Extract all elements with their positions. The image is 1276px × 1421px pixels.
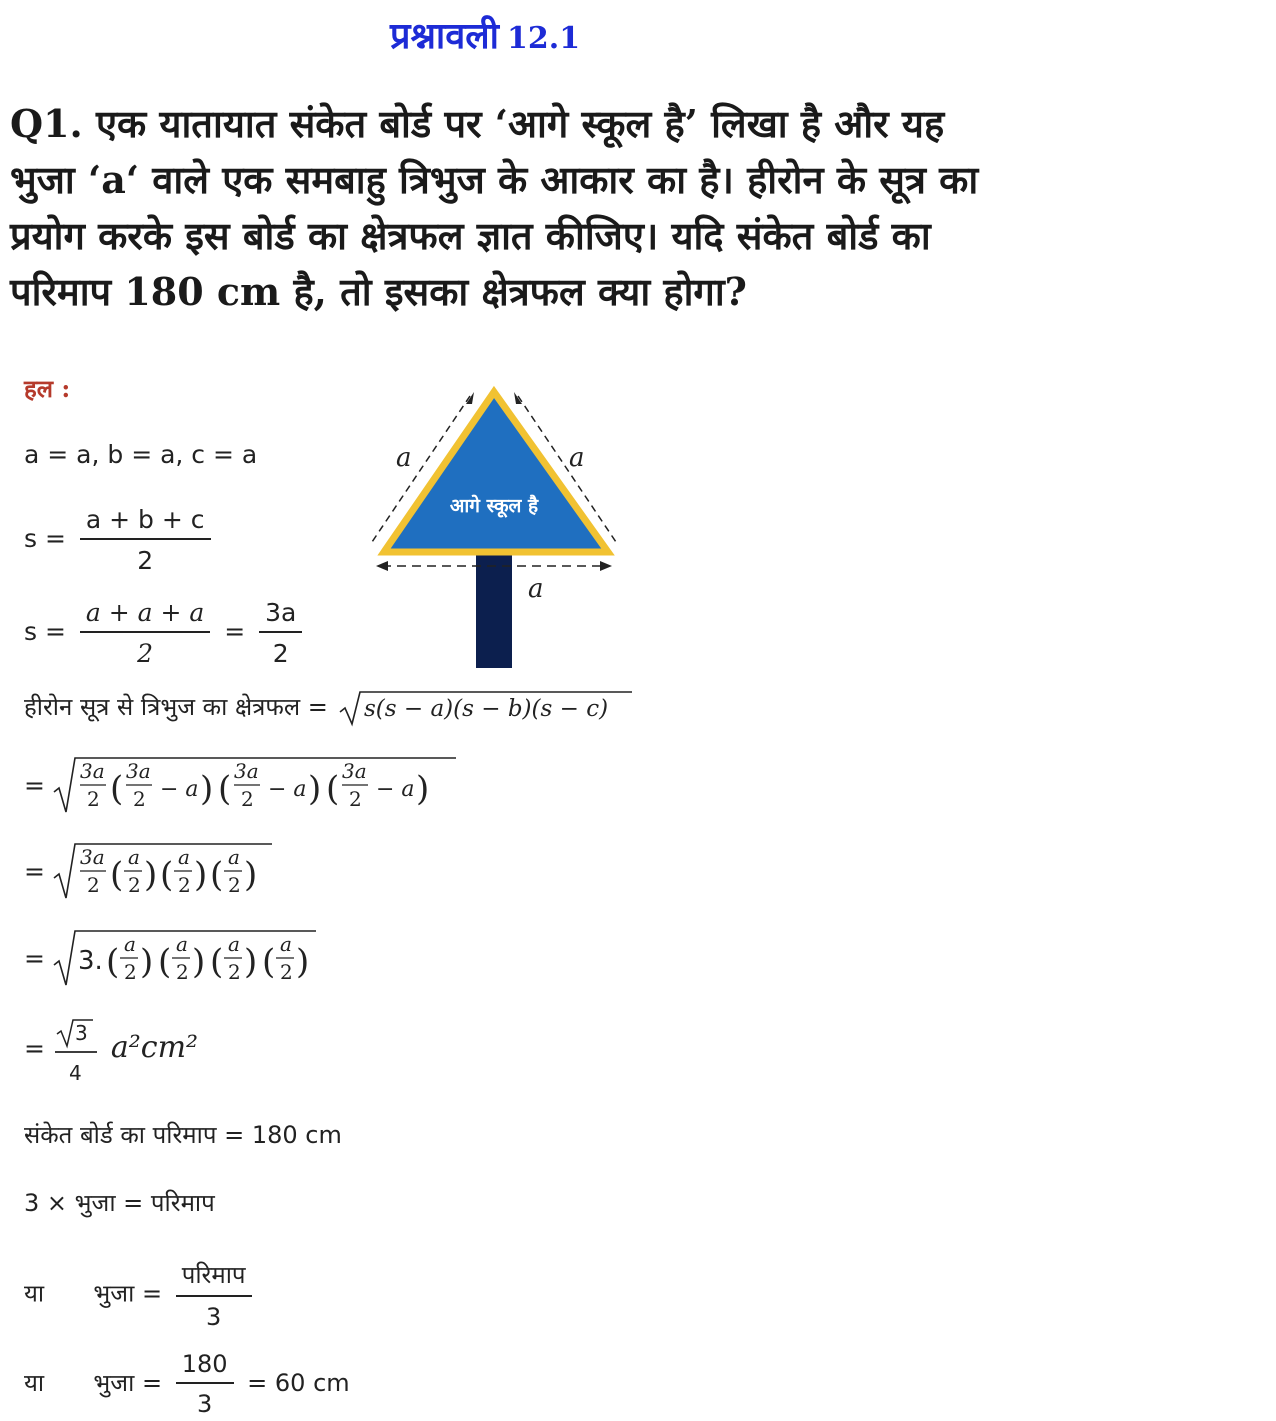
svg-text:a: a [228,932,240,956]
side-formula [24,1258,258,1331]
bottom-arrow-left [376,561,388,571]
svg-text:a: a [178,845,190,869]
perimeter-fraction [176,1258,252,1331]
solution-label: हल : [24,374,71,403]
svg-text:(: ( [218,769,232,809]
svg-text:2: 2 [128,873,141,897]
heron-formula-line [24,688,636,728]
area-value: a²cm² [110,1030,199,1065]
svg-text:): ) [200,769,214,809]
right-arrow-top [514,392,522,404]
svg-text:4: 4 [68,1061,82,1084]
s-lhs: s = [24,524,66,553]
heron-step-1 [20,752,470,816]
area-result [24,1016,198,1084]
svg-text:): ) [194,855,208,895]
s-numerator: a + b + c [80,505,211,540]
svg-text:(: ( [326,769,340,809]
s2-result-numerator: 3a [259,598,302,633]
svg-text:): ) [308,769,322,809]
svg-text:(: ( [160,855,174,895]
svg-text:(: ( [158,942,172,982]
root3-over-4 [53,1016,103,1084]
s2-numerator: a + a + a [80,598,210,633]
svg-text:2: 2 [228,960,241,984]
sign-post [476,555,512,668]
svg-text:3: 3 [74,1021,88,1045]
svg-text:): ) [192,942,206,982]
ya-word-2: या [24,1369,45,1397]
svg-text:− a: − a [268,777,307,802]
side-value [24,1350,350,1418]
svg-text:(: ( [262,942,276,982]
heron-step-3 [20,925,340,989]
heron-step-2 [20,838,300,902]
svg-text:=: = [24,944,45,973]
svg-text:a: a [124,932,136,956]
svg-text:a: a [176,932,188,956]
s-fraction [80,505,211,575]
equals-sign: = [224,617,246,646]
s-denominator: 2 [137,546,154,575]
svg-text:3.: 3. [78,946,103,976]
svg-text:3a: 3a [80,845,105,869]
svg-text:− a: − a [160,777,199,802]
svg-text:2: 2 [87,787,100,811]
svg-text:3a: 3a [126,759,151,783]
side-relation: 3 × भुजा = परिमाप [24,1189,215,1217]
svg-text:3a: 3a [80,759,105,783]
exercise-title [390,6,630,66]
bottom-arrow-right [600,561,612,571]
svg-text:2: 2 [176,960,189,984]
svg-text:(: ( [110,855,124,895]
value-denominator: 3 [196,1390,213,1418]
bhuja-eq: भुजा = [93,1279,163,1308]
bhuja-eq-2: भुजा = [93,1369,163,1397]
perimeter-line: संकेत बोर्ड का परिमाप = 180 cm [24,1121,342,1149]
svg-text:2: 2 [280,960,293,984]
svg-text:(: ( [210,855,224,895]
s2-denominator: 2 [137,639,154,668]
perimeter-denominator: 3 [206,1303,222,1331]
s2-fraction [80,598,210,668]
svg-text:3a: 3a [234,759,259,783]
side-label-bottom: a [528,574,544,604]
svg-text:2: 2 [133,787,146,811]
svg-text:): ) [244,942,258,982]
svg-text:): ) [140,942,154,982]
svg-text:=: = [24,771,45,800]
svg-text:2: 2 [87,873,100,897]
svg-text:): ) [296,942,310,982]
svg-text:3a: 3a [342,759,367,783]
semi-perimeter-value [24,598,308,668]
svg-text:− a: − a [376,777,415,802]
perimeter-numerator: परिमाप [176,1258,252,1297]
svg-text:(: ( [106,942,120,982]
s2-result-fraction [259,598,302,668]
area-equals: = [24,1034,45,1063]
svg-text:a: a [280,932,292,956]
heron-label: हीरोन सूत्र से त्रिभुज का क्षेत्रफल = [24,693,328,721]
exercise-number: 12.1 [507,21,581,56]
sign-text: आगे स्कूल है [449,495,539,517]
school-sign-illustration [362,380,632,675]
ya-word: या [24,1279,45,1308]
svg-text:2: 2 [241,787,254,811]
svg-text:(: ( [210,942,224,982]
sides-equation [24,440,257,469]
svg-text:=: = [24,857,45,886]
heron-sqrt [336,688,636,728]
svg-text:a: a [228,845,240,869]
s2-result-denominator: 2 [272,639,289,668]
value-numerator: 180 [176,1350,234,1384]
heron-formula-text: s(s − a)(s − b)(s − c) [363,696,608,722]
svg-text:2: 2 [178,873,191,897]
svg-text:): ) [416,769,430,809]
side-label-right: a [569,443,585,473]
svg-text:): ) [144,855,158,895]
s2-lhs: s = [24,617,66,646]
sides-text: a = a, b = a, c = a [24,440,258,469]
value-fraction [176,1350,234,1418]
side-result: = 60 cm [247,1369,350,1397]
svg-text:a: a [128,845,140,869]
left-arrow-top [466,392,474,404]
svg-text:2: 2 [124,960,137,984]
svg-text:2: 2 [349,787,362,811]
exercise-title-prefix: प्रश्नावली [390,15,500,57]
semi-perimeter-formula [24,505,217,575]
svg-text:): ) [244,855,258,895]
svg-text:2: 2 [228,873,241,897]
svg-text:(: ( [110,769,124,809]
side-label-left: a [396,443,412,473]
question-text: Q1. एक यातायात संकेत बोर्ड पर ‘आगे स्कूल है’ लिखा है और यह भुजा ‘a‘ वाले एक समबाहु त्रिभुज के आकार का है। हीरोन के सूत्र का प्रयोग करके इस बोर्ड का क्षेत्रफल ज्ञात कीजिए। यदि संकेत बोर्ड का परिमाप 180 cm है, तो इसका क्षेत्रफल क्या होगा? [10,101,979,314]
